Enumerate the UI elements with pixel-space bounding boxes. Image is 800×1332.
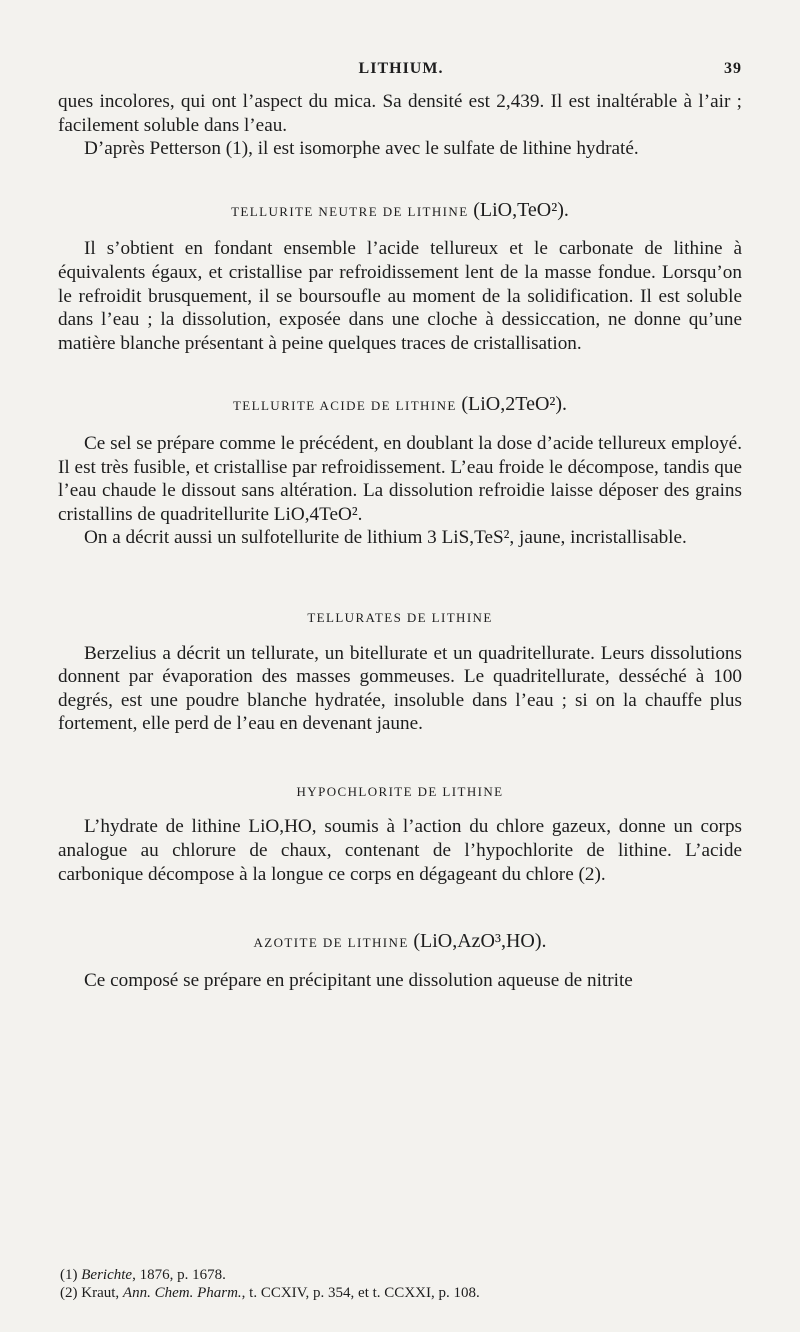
footnote-ref: , 1876, p. 1678. [132, 1267, 226, 1283]
section-heading [58, 780, 742, 804]
footnote-author: Kraut, [81, 1285, 120, 1301]
heading-label: AZOTITE DE LITHINE [253, 935, 409, 951]
paragraph: L’hydrate de lithine LiO,HO, soumis à l’action du chlore gazeux, donne un corps analogue au chlorure de chaux, contenant de l’hypochlorite de lithine. L’acide carbonique décompose à la longue ce corps en dégageant du chlore (2). [58, 816, 742, 885]
heading-formula: (LiO,TeO²). [473, 198, 569, 221]
footnote-ref: , t. CCXIV, p. 354, et t. CCXXI, p. 108. [241, 1285, 480, 1301]
paragraph: D’après Petterson (1), il est isomorphe avec le sulfate de lithine hydraté. [84, 138, 639, 160]
heading-formula: (LiO,2TeO²). [461, 393, 568, 416]
heading-label: TELLURITE NEUTRE DE LITHINE [231, 203, 469, 219]
footnote-source: Berichte [81, 1267, 133, 1283]
paragraph: Berzelius a décrit un tellurate, un bitellurate et un quadritellurate. Leurs dissolutions donnent par évaporation des masses gommeuses. Le quadritellurate, desséché à 100 degrés, est une poudre blanche hydratée, insoluble dans l’eau ; si on la chauffe plus fortement, elle perd de l’eau en devenant jaune. [58, 642, 742, 735]
heading-label: HYPOCHLORITE DE LITHINE [296, 783, 504, 799]
heading-formula: (LiO,AzO³,HO). [413, 930, 547, 953]
section-heading [58, 606, 742, 630]
section-heading [58, 393, 742, 418]
section-heading [58, 930, 742, 955]
section-heading [58, 199, 742, 224]
paragraph: Ce sel se prépare comme le précédent, en doublant la dose d’acide tellureux employé. Il est très fusible, et cristallise par refroidissement. L’eau froide le décompose, tandis que l’eau chaude le dissout sans altération. La dissolution refroidie laisse déposer des grains cristallins de quadritellurite LiO,4TeO². [58, 432, 742, 525]
running-title: LITHIUM. [358, 60, 444, 77]
heading-label: TELLURATES DE LITHINE [307, 609, 493, 625]
footnote-mark: (2) [60, 1285, 78, 1301]
page-number: 39 [724, 60, 742, 77]
main-text [58, 90, 742, 992]
footnote [60, 1284, 742, 1302]
paragraph: Il s’obtient en fondant ensemble l’acide tellureux et le carbonate de lithine à équivalents égaux, et cristallise par refroidissement lent de la masse fondue. Lorsqu’on le refroidit brusquement, il se boursoufle au moment de la solidification. Il est soluble dans l’eau ; la dissolution, exposée dans une cloche à dessiccation, ne donne qu’une matière blanche présentant à peine quelques traces de cristallisation. [58, 238, 742, 354]
paragraph: On a décrit aussi un sulfotellurite de lithium 3 LiS,TeS², jaune, incristallisable. [84, 527, 687, 549]
paragraph: Ce composé se prépare en précipitant une dissolution aqueuse de nitrite [84, 969, 633, 991]
paragraph: ques incolores, qui ont l’aspect du mica. Sa densité est 2,439. Il est inaltérable à l’air ; facilement soluble dans l’eau. [58, 91, 742, 136]
footnote-source: Ann. Chem. Pharm. [122, 1285, 242, 1301]
footnotes [60, 1266, 742, 1302]
heading-label: TELLURITE ACIDE DE LITHINE [232, 398, 457, 414]
running-head [60, 60, 742, 86]
footnote-mark: (1) [60, 1267, 78, 1283]
footnote [60, 1266, 742, 1284]
